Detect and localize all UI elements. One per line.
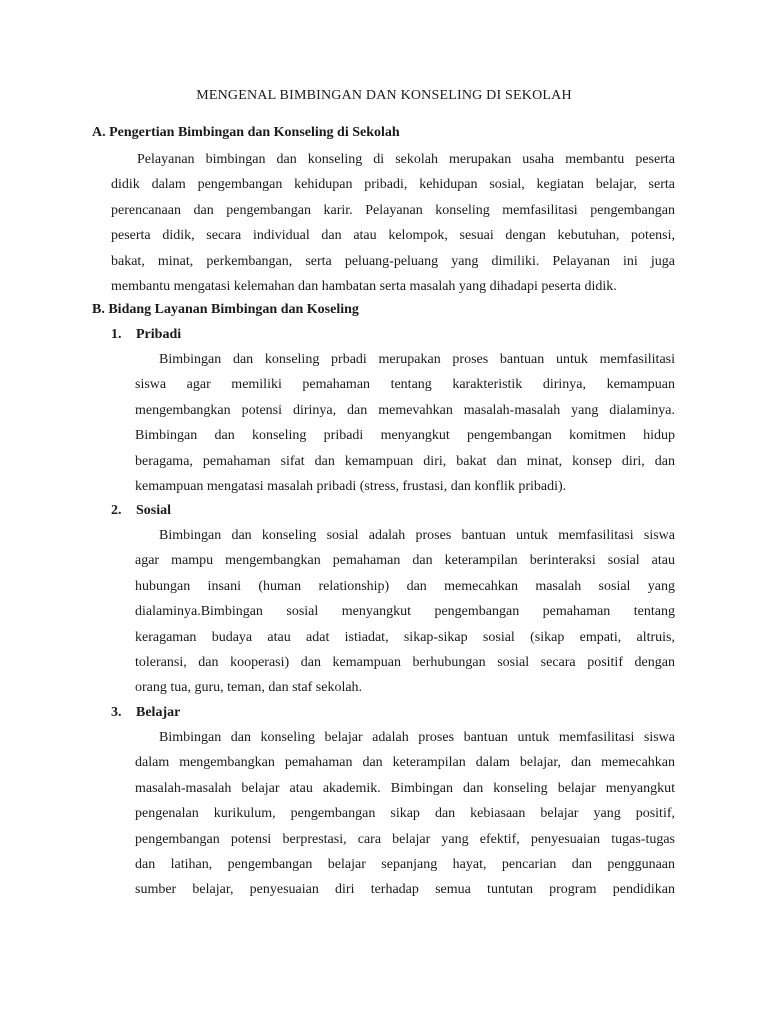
item-number: 1.: [111, 327, 122, 342]
subsection-pribadi-paragraph: [135, 347, 675, 499]
paragraph-line: kemampuan mengatasi masalah pribadi (stress, frustasi, dan konflik pribadi).: [135, 479, 567, 495]
subsection-sosial-paragraph: [135, 523, 675, 701]
item-title: Sosial: [136, 503, 172, 518]
section-a-marker: A.: [92, 125, 106, 140]
paragraph-line: masalah-masalah belajar atau akademik. Bimbingan dan konseling belajar menyangkut: [135, 780, 675, 796]
paragraph-line: dalam mengembangkan pemahaman dan keterampilan dalam belajar, dan memecahkan: [135, 755, 675, 771]
paragraph-line: keragaman budaya atau adat istiadat, sikap-sikap sosial (sikap empati, altruis,: [135, 629, 675, 645]
paragraph-line: didik dalam pengembangan kehidupan pribadi, kehidupan sosial, kegiatan belajar, serta: [111, 177, 675, 193]
paragraph-line: membantu mengatasi kelemahan dan hambatan serta masalah yang dihadapi peserta didik.: [111, 279, 617, 295]
item-number: 2.: [111, 503, 122, 518]
section-a-heading: [92, 125, 400, 141]
paragraph-line: orang tua, guru, teman, dan staf sekolah.: [135, 680, 363, 696]
paragraph-line: mengembangkan potensi dirinya, dan memevahkan masalah-masalah yang dialaminya.: [135, 402, 675, 418]
paragraph-line: Bimbingan dan konseling belajar adalah proses bantuan untuk memfasilitasi siswa: [159, 730, 675, 745]
subsection-pribadi-heading: [111, 327, 181, 343]
paragraph-line: bakat, minat, perkembangan, serta peluang-peluang yang dimiliki. Pelayanan ini juga: [111, 253, 675, 269]
paragraph-line: perencanaan dan pengembangan karir. Pelayanan konseling memfasilitasi pengembangan: [111, 202, 675, 218]
subsection-belajar-heading: [111, 705, 180, 721]
paragraph-line: dan latihan, pengembangan belajar sepanjang hayat, pencarian dan penggunaan: [135, 857, 675, 873]
paragraph-line: Bimbingan dan konseling sosial adalah proses bantuan untuk memfasilitasi siswa: [159, 528, 675, 543]
paragraph-line: siswa agar memiliki pemahaman tentang karakteristik dirinya, kemampuan: [135, 377, 675, 393]
paragraph-line: hubungan insani (human relationship) dan memecahkan masalah sosial yang: [135, 578, 675, 594]
item-number: 3.: [111, 705, 122, 720]
section-a-paragraph: [111, 147, 675, 299]
paragraph-line: Bimbingan dan konseling prbadi merupakan proses bantuan untuk memfasilitasi: [159, 352, 675, 367]
section-a-title: Pengertian Bimbingan dan Konseling di Sekolah: [109, 125, 400, 140]
paragraph-line: beragama, pemahaman sifat dan kemampuan diri, bakat dan minat, konsep diri, dan: [135, 453, 675, 469]
paragraph-line: agar mampu mengembangkan pemahaman dan keterampilan berinteraksi sosial atau: [135, 553, 675, 569]
section-b-heading: [92, 302, 359, 318]
section-b-marker: B.: [92, 302, 105, 317]
paragraph-line: dialaminya.Bimbingan sosial menyangkut pengembangan pemahaman tentang: [135, 604, 675, 620]
paragraph-line: sumber belajar, penyesuaian diri terhadap semua tuntutan program pendidikan: [135, 882, 675, 898]
paragraph-line: peserta didik, secara individual dan atau kelompok, sesuai dengan kebutuhan, potensi,: [111, 228, 675, 244]
paragraph-line: toleransi, dan kooperasi) dan kemampuan berhubungan sosial secara positif dengan: [135, 655, 675, 671]
item-title: Belajar: [136, 705, 181, 720]
subsection-sosial-heading: [111, 503, 171, 519]
section-b-title: Bidang Layanan Bimbingan dan Koseling: [108, 302, 359, 317]
page-title: MENGENAL BIMBINGAN DAN KONSELING DI SEKOLAH: [196, 88, 572, 103]
item-title: Pribadi: [136, 327, 182, 342]
paragraph-line: Pelayanan bimbingan dan konseling di sekolah merupakan usaha membantu peserta: [137, 152, 675, 167]
paragraph-line: pengembangan potensi berprestasi, cara belajar yang efektif, penyesuaian tugas-tugas: [135, 831, 675, 847]
paragraph-line: Bimbingan dan konseling pribadi menyangkut pengembangan komitmen hidup: [135, 428, 675, 444]
paragraph-line: pengenalan kurikulum, pengembangan sikap dan kebiasaan belajar yang positif,: [135, 806, 675, 822]
subsection-belajar-paragraph: [135, 725, 675, 903]
